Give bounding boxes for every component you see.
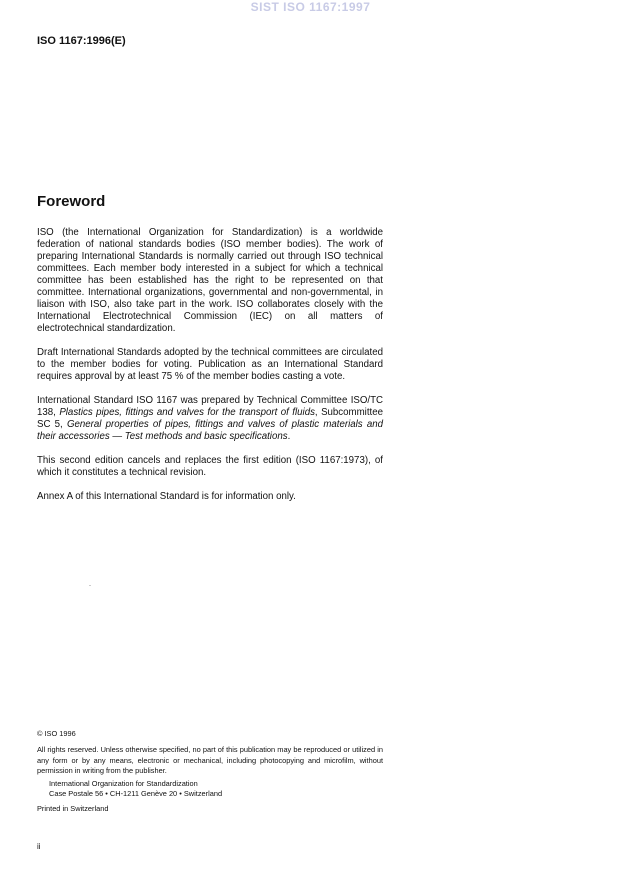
copyright-notice: © ISO 1996 [37,729,76,738]
page-title: Foreword [37,193,106,210]
paragraph-prepared-by [37,395,383,443]
subcommittee-title: General properties of pipes, fittings and valves of plastic materials and their accessories — Test methods and basic specifications [37,419,383,442]
prepared-by-intro: International Standard ISO 1167 was prepared by Technical Committee ISO/TC 138, [37,395,383,418]
foreword-body [37,227,383,515]
committee-title: Plastics pipes, fittings and valves for the transport of fluids [59,407,315,418]
paragraph-annex: Annex A of this International Standard is for information only. [37,491,296,502]
publisher-name: International Organization for Standardization [49,778,198,788]
prepared-by-mid: , Subcommittee SC 5, [37,407,383,430]
document-id: ISO 1167:1996(E) [37,35,126,47]
copyright-block [37,729,383,815]
prepared-by-end: . [287,431,291,442]
paragraph-draft-standards: Draft International Standards adopted by the technical committees are circulated to the member bodies for voting. Publication as an International Standard requires approval by at least 75 % of the member bodies casting a vote. [37,347,383,382]
scan-speck [89,585,91,586]
rights-statement: All rights reserved. Unless otherwise specified, no part of this publication may be reproduced or utilized in any form or by any means, electronic or mechanical, including photocopying and microfilm, without permission in writing from the publisher. [37,745,383,776]
paragraph-edition: This second edition cancels and replaces the first edition (ISO 1167:1973), of which it constitutes a technical revision. [37,455,383,478]
paragraph-iso-intro: ISO (the International Organization for Standardization) is a worldwide federation of national standards bodies (ISO member bodies). The work of preparing International Standards is normally carried out through ISO technical committees. Each member body interested in a subject for which a technical committee has been established has the right to be represented on that committee. International organizations, governmental and non-governmental, in liaison with ISO, also take part in the work. ISO collaborates closely with the International Electrotechnical Commission (IEC) on all matters of electrotechnical standardization. [37,227,383,334]
publisher-postal: Case Postale 56 • CH-1211 Genève 20 • Switzerland [49,789,223,799]
page-number: ii [37,842,41,851]
watermark: SIST ISO 1167:1997 [250,0,371,14]
publisher-address [49,779,383,800]
printed-in: Printed in Switzerland [37,804,109,814]
